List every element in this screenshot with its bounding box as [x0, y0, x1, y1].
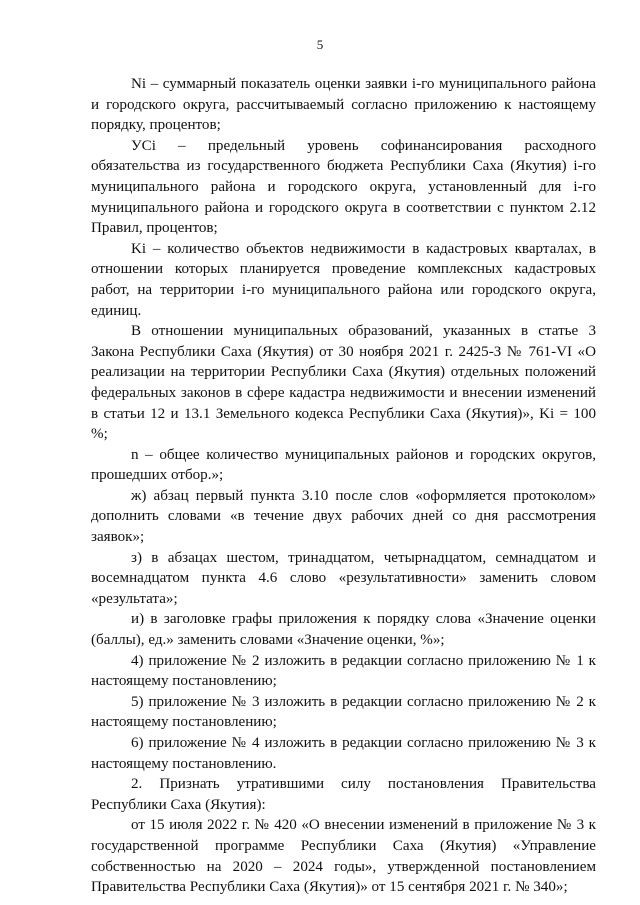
paragraph-resolution-420: от 15 июля 2022 г. № 420 «О внесении изменений в приложение № 3 к государственной программе Республики Саха (Якутия) «Управление собственностью на 2020 – 2024 годы», утвержденной постановлением Правительства Республики Саха (Якутия)» от 15 сентября 2021 г. № 340»;	[91, 817, 596, 896]
paragraph-usi-definition: УСi – предельный уровень софинансирования расходного обязательства из государственного бюджета Республики Саха (Якутия) i-го муниципального района и городского округа, установленный для i-го муниципального района и городского округа в соответствии с пунктом 2.12 Правил, процентов;	[91, 137, 596, 237]
paragraph-item-6: 6) приложение № 4 изложить в редакции согласно приложению № 3 к настоящему постановлению.	[91, 735, 596, 772]
paragraph-municipal-exception: В отношении муниципальных образований, указанных в статье 3 Закона Республики Саха (Якутия) от 30 ноября 2021 г. 2425-З № 761-VI «О реализации на территории Республики Саха (Якутия) отдельных положений федеральных законов в сфере кадастра недвижимости и внесении изменений в статьи 12 и 13.1 Земельного кодекса Республики Саха (Якутия)», Ki = 100 %;	[91, 323, 596, 443]
paragraph-n-definition: n – общее количество муниципальных районов и городских округов, прошедших отбор.»;	[91, 446, 596, 484]
page-number: 5	[316, 37, 324, 52]
paragraph-item-5: 5) приложение № 3 изложить в редакции согласно приложению № 2 к настоящему постановлению;	[91, 693, 596, 731]
paragraph-ni-definition: Ni – суммарный показатель оценки заявки i-го муниципального района и городского округа, рассчитываемый согласно приложению к настоящему порядку, процентов;	[91, 76, 596, 134]
paragraph-ki-definition: Ki – количество объектов недвижимости в кадастровых кварталах, в отношении которых планируется проведение комплексных кадастровых работ, на территории i-го муниципального района или городского округа, единиц.	[91, 240, 596, 319]
paragraph-section-2: 2. Признать утратившими силу постановления Правительства Республики Саха (Якутия):	[91, 776, 596, 813]
paragraph-item-z: з) в абзацах шестом, тринадцатом, четырнадцатом, семнадцатом и восемнадцатом пункта 4.6 слово «результативности» заменить словом «результата»;	[91, 549, 596, 607]
paragraph-item-zh: ж) абзац первый пункта 3.10 после слов «оформляется протоколом» дополнить словами «в течение двух рабочих дней со дня рассмотрения заявок»;	[91, 487, 596, 546]
paragraph-item-i: и) в заголовке графы приложения к порядку слова «Значение оценки (баллы), ед.» заменить словами «Значение оценки, %»;	[91, 611, 596, 649]
paragraph-item-4: 4) приложение № 2 изложить в редакции согласно приложению № 1 к настоящему постановлению;	[91, 652, 596, 690]
document-body	[91, 74, 596, 898]
